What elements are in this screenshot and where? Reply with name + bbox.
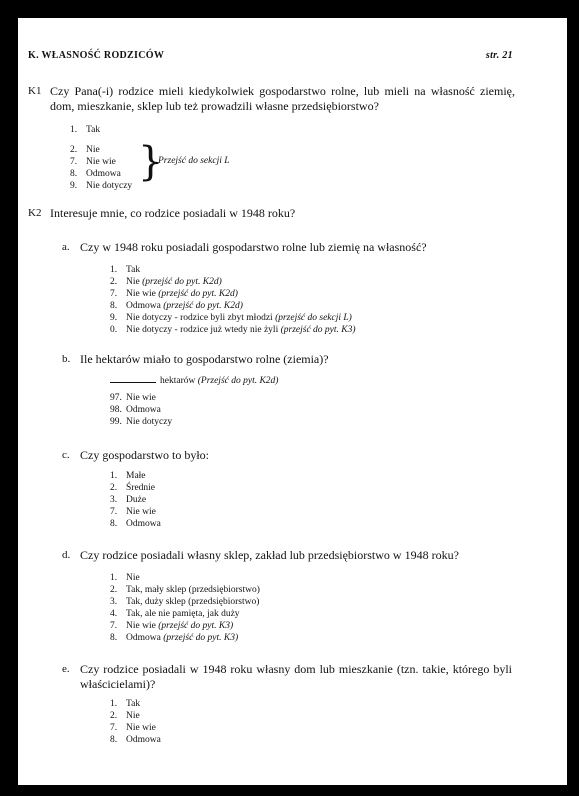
option-number: 1. [110,265,118,275]
skip-instruction: (przejść do pyt. K3) [280,325,356,335]
answer-option [70,144,132,156]
option-label: Małe [126,471,146,481]
section-title: K. WŁASNOŚĆ RODZICÓW [28,50,165,61]
question-k2d [62,548,512,563]
option-label: Nie [126,711,140,721]
question-code: K2 [28,207,42,219]
option-number: 1. [110,471,118,481]
option-label: Odmowa [86,169,121,179]
option-label: Nie dotyczy - rodzice już wtedy nie żyli [126,325,281,335]
option-label: Odmowa [126,633,164,643]
option-label: Tak, mały sklep (przedsiębiorstwo) [126,585,260,595]
question-text: Czy rodzice posiadali w 1948 roku własny dom lub mieszkanie (tzn. takie, którego byli właścicielami)? [80,662,512,691]
page-header [28,50,513,61]
question-k2e [62,662,512,692]
option-label: Nie dotyczy [86,181,133,191]
answer-option [110,596,260,608]
option-label: Duże [126,495,147,505]
answer-option [110,276,356,288]
skip-instruction: (przejść do pyt. K3) [163,633,239,643]
answer-option [110,324,356,336]
option-number: 8. [110,519,118,529]
k2d-options [110,572,260,644]
answer-option [110,572,260,584]
question-k2b [62,352,512,367]
option-number: 98. [110,405,122,415]
answer-option [110,632,260,644]
option-label: Nie wie [126,723,156,733]
option-number: 9. [110,313,118,323]
skip-instruction: (przejść do pyt. K2d) [142,277,222,287]
option-number: 3. [110,495,118,505]
skip-instruction: (przejść do sekcji L) [275,313,352,323]
option-label: Nie dotyczy [126,417,173,427]
option-label: Średnie [126,483,156,493]
answer-option [110,494,161,506]
option-label: Nie wie [126,507,156,517]
answer-option [110,518,161,530]
option-label: Nie dotyczy - rodzice byli zbyt młodzi [126,313,276,323]
answer-option [110,722,161,734]
option-number: 1. [70,125,78,135]
option-label: Tak [126,699,141,709]
option-number: 4. [110,609,118,619]
option-number: 7. [110,621,118,631]
answer-option [110,620,260,632]
answer-option [110,264,356,276]
question-letter: d. [62,549,71,561]
option-label: Tak, ale nie pamięta, jak duży [126,609,240,619]
answer-option [110,698,161,710]
answer-option [110,482,161,494]
unit-label: hektarów [160,376,198,386]
option-number: 3. [110,597,118,607]
question-k2a [62,240,512,255]
answer-option [110,392,172,404]
option-label: Nie [126,277,143,287]
question-text: Czy Pana(-i) rodzice mieli kiedykolwiek gospodarstwo rolne, lub mieli na własność ziemię, dom, mieszkanie, sklep lub też prowadzili własne przedsiębiorstwo? [50,84,515,113]
page-number: str. 21 [485,50,513,61]
option-number: 9. [70,181,78,191]
answer-option [110,584,260,596]
option-label: Nie wie [126,393,156,403]
hectares-answer-row [110,376,278,386]
questionnaire-sheet [18,18,567,785]
question-letter: a. [62,241,70,253]
answer-option [110,404,172,416]
question-letter: c. [62,449,70,461]
question-text: Czy gospodarstwo to było: [80,448,209,462]
question-letter: b. [62,353,71,365]
question-text: Czy w 1948 roku posiadali gospodarstwo rolne lub ziemię na własność? [80,240,427,254]
skip-instruction: (przejść do pyt. K2d) [163,301,243,311]
question-letter: e. [62,663,70,675]
option-number: 8. [110,301,118,311]
option-label: Tak [86,125,101,135]
answer-option [70,124,132,136]
question-k2c [62,448,512,463]
answer-option [110,608,260,620]
option-label: Odmowa [126,301,164,311]
k2e-options [110,698,161,746]
answer-option [110,734,161,746]
answer-option [110,300,356,312]
option-label: Odmowa [126,519,161,529]
option-label: Odmowa [126,735,161,745]
option-number: 8. [110,633,118,643]
option-label: Nie wie [126,621,159,631]
option-label: Nie [126,573,140,583]
option-label: Odmowa [126,405,161,415]
k2a-options [110,264,356,336]
option-number: 2. [110,277,118,287]
question-k1 [28,84,515,114]
question-text: Czy rodzice posiadali własny sklep, zakład lub przedsiębiorstwo w 1948 roku? [80,548,459,562]
answer-option [110,506,161,518]
answer-option [70,156,132,168]
question-k2 [28,206,515,221]
answer-option [110,470,161,482]
option-label: Nie wie [86,157,116,167]
answer-option [110,416,172,428]
option-label: Tak [126,265,141,275]
option-number: 1. [110,573,118,583]
k2b-options [110,392,172,428]
skip-instruction: (Przejść do pyt. K2d) [197,376,279,386]
option-number: 99. [110,417,122,427]
option-label: Nie [86,145,100,155]
hectares-blank [110,382,156,383]
option-label: Nie wie [126,289,159,299]
option-number: 2. [110,585,118,595]
option-label: Tak, duży sklep (przedsiębiorstwo) [126,597,260,607]
option-number: 0. [110,325,118,335]
option-number: 7. [110,723,118,733]
answer-option [70,180,132,192]
answer-option [110,288,356,300]
k2c-options [110,470,161,530]
option-number: 1. [110,699,118,709]
option-number: 8. [70,169,78,179]
brace-bracket: } [138,139,164,185]
question-text: Ile hektarów miało to gospodarstwo rolne (ziemia)? [80,352,329,366]
option-number: 7. [110,507,118,517]
option-number: 2. [110,483,118,493]
option-number: 7. [70,157,78,167]
question-text: Interesuje mnie, co rodzice posiadali w 1948 roku? [50,206,296,220]
option-number: 2. [70,145,78,155]
option-number: 97. [110,393,122,403]
answer-option [110,312,356,324]
skip-instruction: Przejść do sekcji L [158,156,230,166]
question-code: K1 [28,85,42,97]
answer-option [70,168,132,180]
option-number: 7. [110,289,118,299]
k1-options [70,124,132,192]
answer-option [110,710,161,722]
skip-instruction: (przejść do pyt. K3) [158,621,234,631]
option-number: 8. [110,735,118,745]
skip-instruction: (przejść do pyt. K2d) [158,289,238,299]
option-number: 2. [110,711,118,721]
